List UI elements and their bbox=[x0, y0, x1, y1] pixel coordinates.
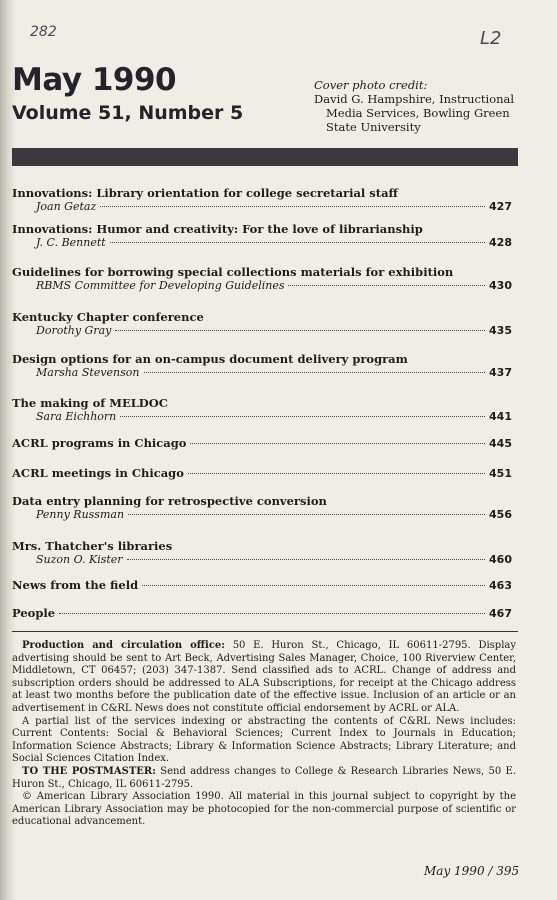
toc-entry-title: The making of MELDOC bbox=[12, 396, 168, 410]
toc-entry-author: J. C. Bennett bbox=[36, 236, 106, 249]
toc-entry-author: Joan Getaz bbox=[36, 200, 97, 213]
toc-entry[interactable] bbox=[12, 494, 512, 522]
toc-entry[interactable] bbox=[12, 466, 512, 481]
leader-dots bbox=[115, 330, 485, 331]
toc-entry[interactable] bbox=[12, 578, 512, 593]
page-folio: May 1990 / 395 bbox=[424, 864, 520, 878]
masthead bbox=[12, 62, 243, 124]
handwritten-note-right: L2 bbox=[480, 28, 502, 49]
toc-entry-title: People bbox=[12, 606, 56, 620]
toc-entry-title: Data entry planning for retrospective conversion bbox=[12, 494, 327, 508]
toc-entry[interactable] bbox=[12, 539, 512, 567]
leader-dots bbox=[142, 585, 485, 586]
toc-entry[interactable] bbox=[12, 186, 512, 214]
toc-entry[interactable] bbox=[12, 222, 512, 250]
handwritten-note-left: 282 bbox=[30, 24, 57, 40]
toc-entry-title: News from the field bbox=[12, 578, 139, 592]
toc-entry-title: Kentucky Chapter conference bbox=[12, 310, 204, 324]
toc-entry-page: 430 bbox=[489, 279, 512, 292]
toc-entry[interactable] bbox=[12, 436, 512, 451]
footer-divider bbox=[12, 631, 518, 632]
toc-entry-page: 428 bbox=[489, 236, 512, 249]
postmaster-paragraph bbox=[12, 766, 516, 791]
toc-entry-author: Suzon O. Kister bbox=[36, 553, 123, 566]
toc-entry-page: 467 bbox=[489, 607, 512, 620]
leader-dots bbox=[288, 285, 485, 286]
toc-entry-page: 463 bbox=[489, 579, 512, 592]
production-office-label: Production and circulation office: bbox=[22, 640, 225, 651]
leader-dots bbox=[120, 416, 485, 417]
toc-entry[interactable] bbox=[12, 310, 512, 338]
toc-entry-page: 445 bbox=[489, 437, 512, 450]
toc-entry-title: ACRL meetings in Chicago bbox=[12, 466, 184, 480]
toc-entry-author: RBMS Committee for Developing Guidelines bbox=[36, 279, 285, 292]
postmaster-text: Send address changes to College & Research Libraries News, 50 E. Huron St., Chicago, IL 60611-2795. bbox=[12, 765, 516, 790]
toc-entry-title: Innovations: Library orientation for college secretarial staff bbox=[12, 186, 398, 200]
credit-line: State University bbox=[326, 120, 421, 134]
toc-entry-title: Guidelines for borrowing special collections materials for exhibition bbox=[12, 265, 454, 279]
leader-dots bbox=[188, 473, 485, 474]
credit-title: Cover photo credit: bbox=[314, 78, 428, 92]
toc-entry-page: 460 bbox=[489, 553, 512, 566]
toc-entry-title: Design options for an on-campus document delivery program bbox=[12, 352, 408, 366]
toc-entry-title: Mrs. Thatcher's libraries bbox=[12, 539, 173, 553]
production-office-paragraph bbox=[12, 640, 516, 716]
toc-entry-author: Penny Russman bbox=[36, 508, 125, 521]
leader-dots bbox=[190, 443, 485, 444]
issue-volume: Volume 51, Number 5 bbox=[12, 102, 244, 124]
toc-entry-page: 427 bbox=[489, 200, 512, 213]
toc-entry-page: 451 bbox=[489, 467, 512, 480]
postmaster-label: TO THE POSTMASTER: bbox=[22, 765, 156, 777]
toc-entry[interactable] bbox=[12, 396, 512, 424]
publication-info bbox=[12, 640, 516, 829]
toc-entry[interactable] bbox=[12, 606, 512, 621]
section-divider-bar bbox=[12, 148, 518, 166]
toc-entry[interactable] bbox=[12, 352, 512, 380]
leader-dots bbox=[144, 372, 486, 373]
toc-entry-title: ACRL programs in Chicago bbox=[12, 436, 187, 450]
toc-entry-title: Innovations: Humor and creativity: For the love of librarianship bbox=[12, 222, 423, 236]
issue-month: May 1990 bbox=[12, 62, 177, 98]
toc-entry-page: 435 bbox=[489, 324, 512, 337]
toc-entry-page: 456 bbox=[489, 508, 512, 521]
leader-dots bbox=[128, 514, 485, 515]
credit-line: Media Services, Bowling Green bbox=[326, 106, 510, 120]
production-office-text: 50 E. Huron St., Chicago, IL 60611-2795. Display advertising should be sent to Art Beck, Advertising Sales Manager, Choice, 100 Riverview Center, Middletown, CT 06457; (203) 347-1387. Send classified ads to ACRL. Change of address and subscription orders should be addressed to ALA Subscriptions, for receipt at the Chicago address at least two months before the publication date of the effective issue. Inclusion of an article or an advertisement in C&RL News does not constitute official endorsement by ACRL or ALA. bbox=[12, 640, 517, 714]
cover-photo-credit bbox=[314, 78, 514, 134]
leader-dots bbox=[100, 206, 485, 207]
indexing-paragraph: A partial list of the services indexing or abstracting the contents of C&RL News includes: Current Contents: Social & Behavioral Sciences; Current Index to Journals in Education; Information Science Abstracts; Library & Information Science Abstracts; Library Literature; and Social Sciences Citation Index. bbox=[12, 715, 516, 765]
leader-dots bbox=[110, 242, 485, 243]
copyright-paragraph: © American Library Association 1990. All material in this journal subject to copyright by the American Library Association may be photocopied for the non-commercial purpose of scientific or educational advancement. bbox=[12, 791, 516, 828]
toc-entry-author: Marsha Stevenson bbox=[36, 366, 140, 379]
toc-entry-page: 441 bbox=[489, 410, 512, 423]
leader-dots bbox=[127, 559, 485, 560]
credit-line: David G. Hampshire, Instructional bbox=[314, 92, 515, 106]
leader-dots bbox=[59, 613, 485, 614]
toc-entry-page: 437 bbox=[489, 366, 512, 379]
toc-entry-author: Dorothy Gray bbox=[36, 324, 112, 337]
toc-entry-author: Sara Eichhorn bbox=[36, 410, 117, 423]
toc-entry[interactable] bbox=[12, 265, 512, 293]
